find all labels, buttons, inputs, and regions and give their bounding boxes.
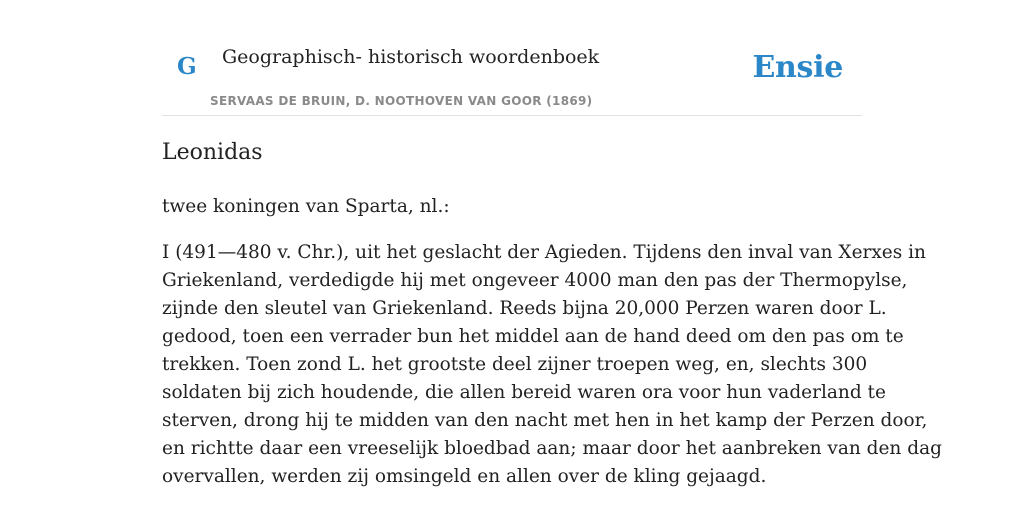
brand-logo[interactable]: Ensie — [752, 50, 843, 85]
book-title[interactable]: Geographisch- historisch woordenboek — [222, 46, 600, 68]
page — [162, 0, 942, 512]
entry-body-line: en richtte daar een vreeselijk bloedbad aan; maar door het aanbreken van den dag — [162, 438, 942, 459]
entry-intro: twee koningen van Sparta, nl.: — [162, 196, 450, 217]
entry-body — [162, 239, 942, 491]
entry-body-line: zijnde den sleutel van Griekenland. Reeds bijna 20,000 Perzen waren door L. — [162, 298, 887, 319]
entry-body-line: sterven, drong hij te midden van den nacht met hen in het kamp der Perzen door, — [162, 410, 928, 431]
entry-body-line: Griekenland, verdedigde hij met ongeveer 4000 man den pas der Thermopylse, — [162, 270, 908, 291]
book-author: SERVAAS DE BRUIN, D. NOOTHOVEN VAN GOOR (1869) — [210, 94, 593, 108]
entry-body-line: trekken. Toen zond L. het grootste deel zijner troepen weg, en, slechts 300 — [162, 354, 868, 375]
book-logo-icon[interactable]: G — [177, 53, 197, 80]
entry-title: Leonidas — [162, 140, 263, 165]
entry-body-line: I (491—480 v. Chr.), uit het geslacht der Agieden. Tijdens den inval van Xerxes in — [162, 242, 926, 263]
entry-body-line: soldaten bij zich houdende, die allen bereid waren ora voor hun vaderland te — [162, 382, 886, 403]
entry-body-line: overvallen, werden zij omsingeld en allen over de kling gejaagd. — [162, 466, 767, 487]
entry-body-line: gedood, toen een verrader bun het middel aan de hand deed om den pas om te — [162, 326, 904, 347]
header — [162, 0, 862, 116]
